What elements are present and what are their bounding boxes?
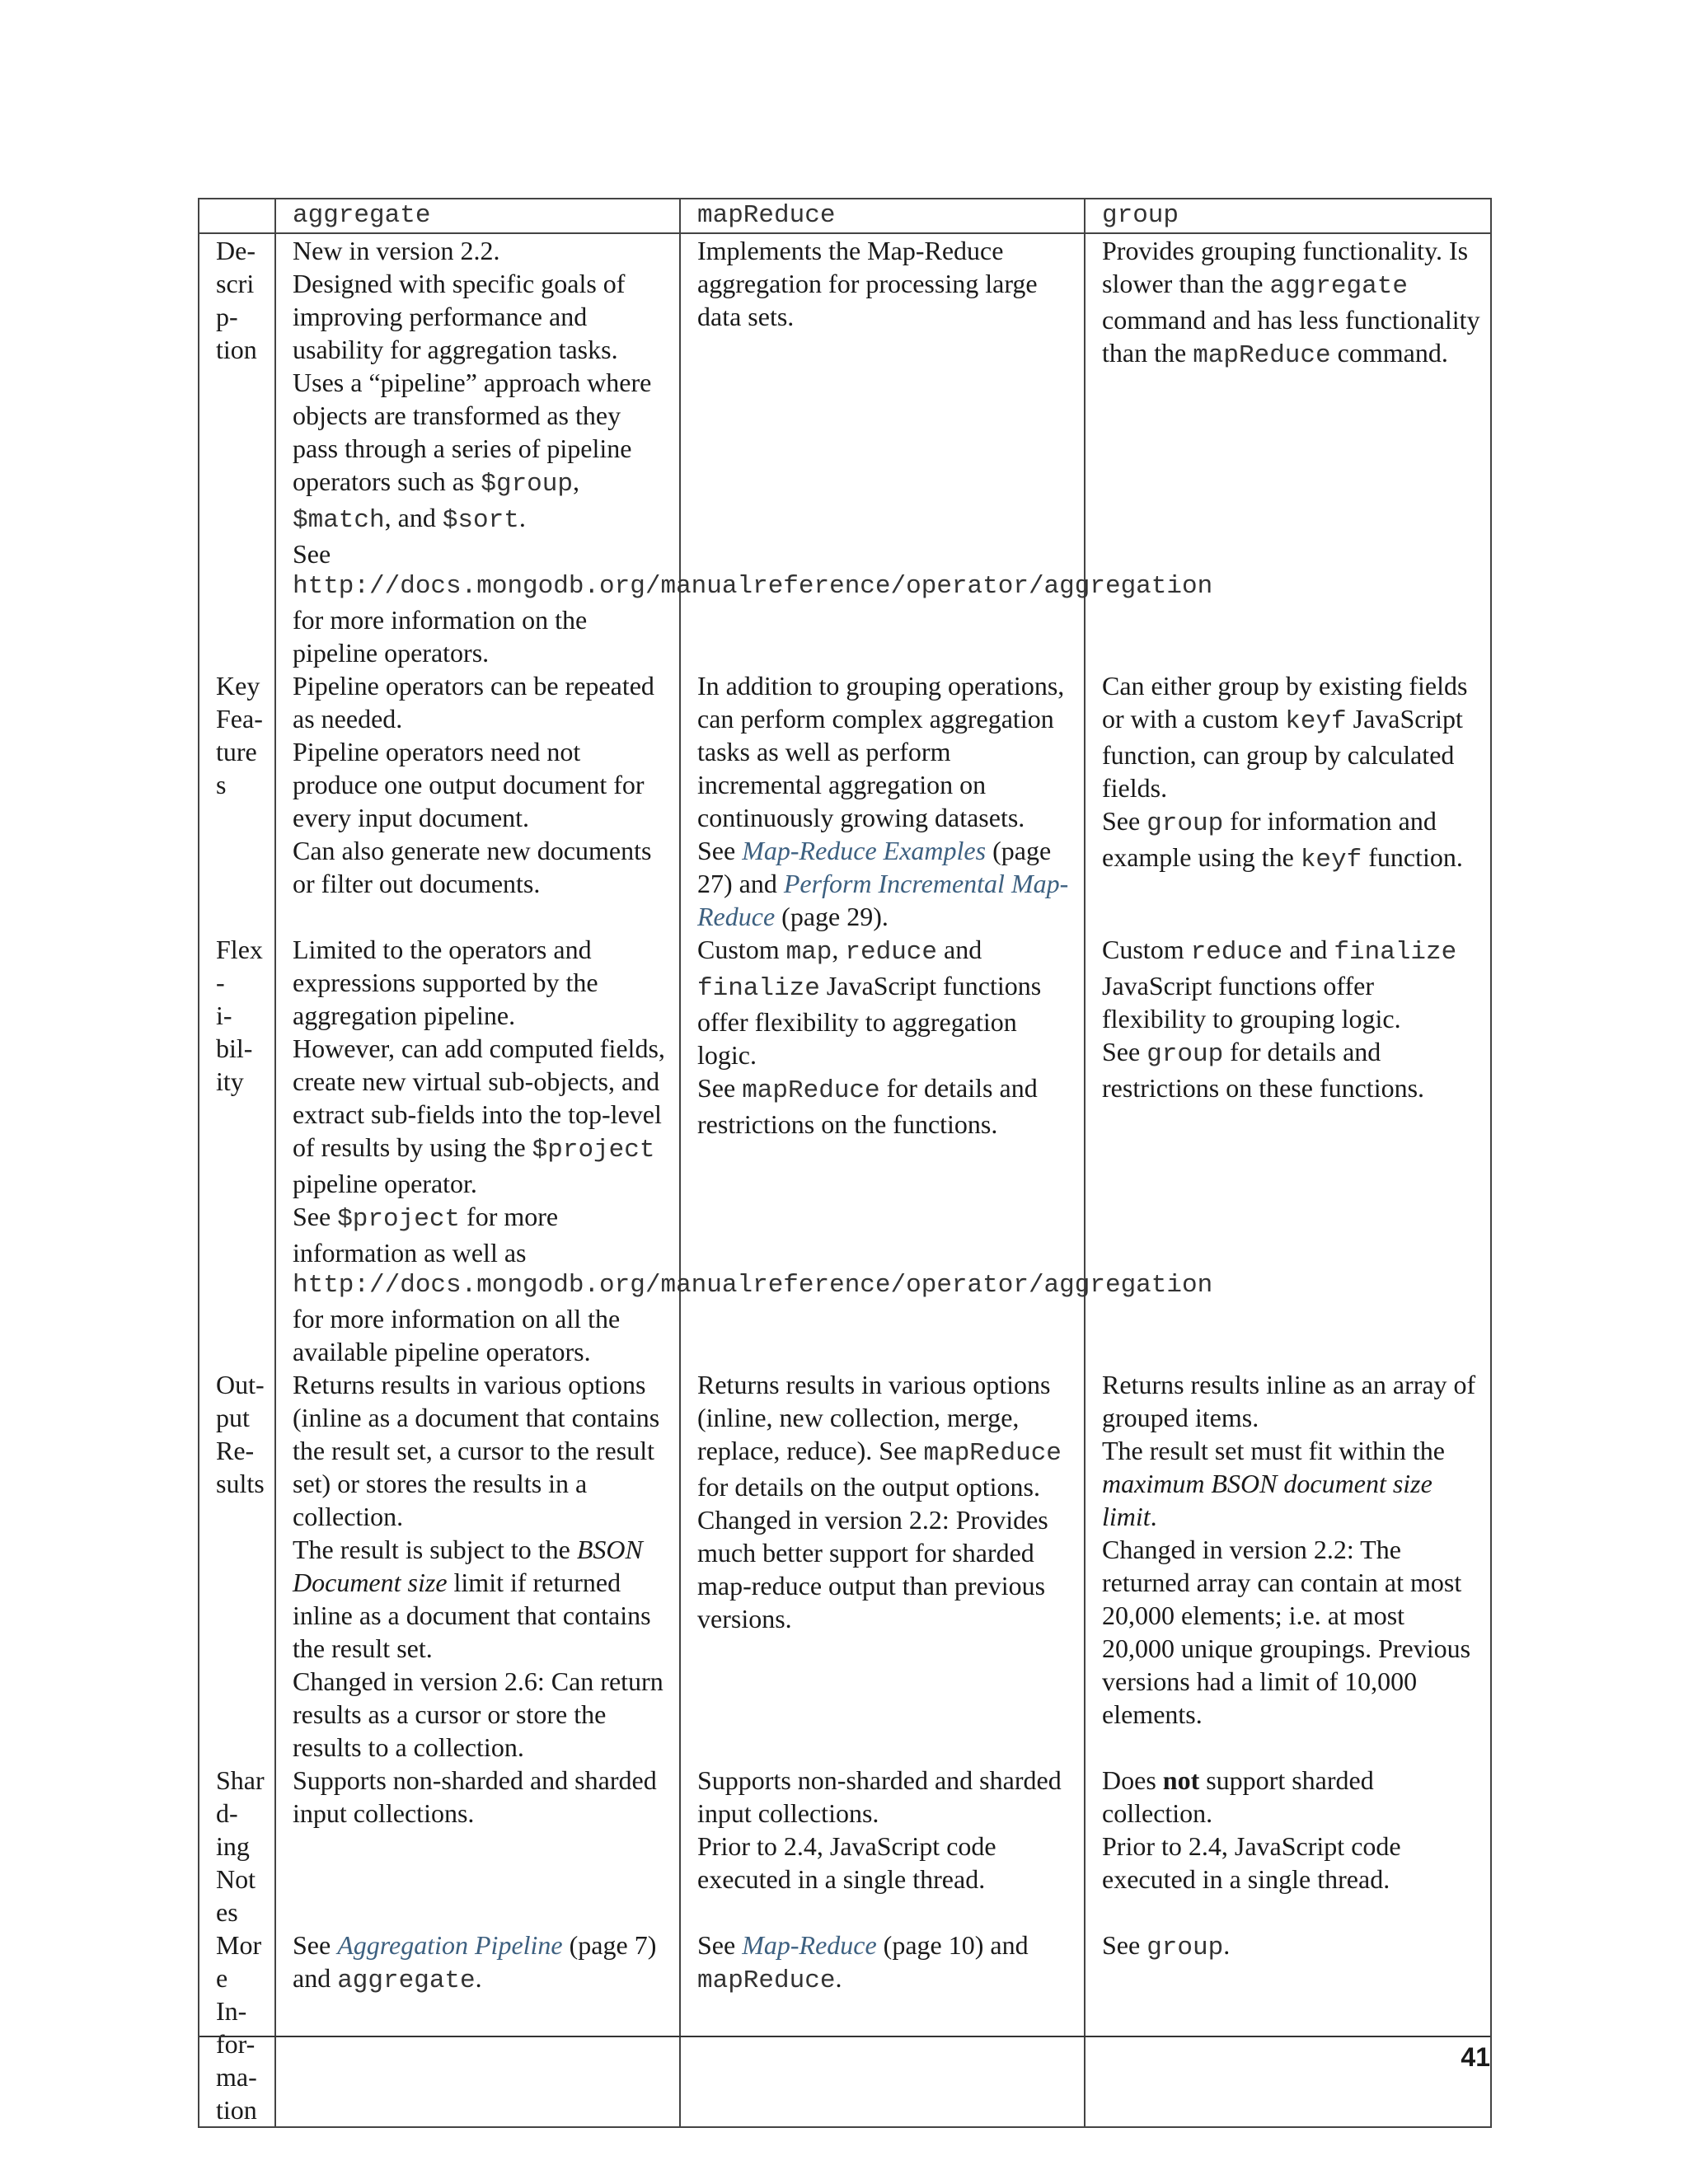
cell-text: See: [293, 539, 331, 569]
cell-text: Can either group by existing fields or with a custom: [1102, 671, 1468, 733]
cell-text: See: [697, 1930, 743, 1960]
cell-text: Custom: [697, 935, 786, 964]
more-info-aggregate-cell: [275, 1929, 680, 2127]
code-finalize: finalize: [697, 974, 820, 1003]
cell-text: .: [835, 1963, 842, 1993]
output-group-cell: [1085, 1368, 1491, 1764]
cell-text: [697, 1368, 1076, 1503]
cell-text: [1102, 669, 1482, 804]
header-mapreduce: mapReduce: [680, 199, 1085, 233]
cell-text: Returns results inline as an array of grouped items.: [1102, 1370, 1476, 1432]
footer-rule: [199, 2036, 1490, 2037]
cell-text: [293, 1032, 671, 1200]
code-group: $group: [481, 470, 573, 499]
flexibility-group-cell: [1085, 933, 1491, 1368]
cell-text: Changed in version 2.2: The returned array can contain at most 20,000 elements; i.e. at most 20,000 unique groupings. Previous versions had a limit of 10,000 elements.: [1102, 1535, 1471, 1729]
cell-text: Pipeline operators need not produce one output document for every input document.: [293, 737, 645, 832]
row-label-more-information: More In- for- ma- tion: [199, 1929, 275, 2127]
link-perform-incremental-map-reduce[interactable]: Perform Incremental Map-Reduce: [697, 869, 1069, 931]
cell-text: for details and restrictions on these functions.: [1102, 1037, 1425, 1103]
sharding-group-cell: [1085, 1764, 1491, 1929]
cell-text: Changed in version 2.6: Can return results as a cursor or store the results to a collection.: [293, 1666, 663, 1762]
code-map: map: [785, 938, 832, 967]
table-row: [199, 1368, 1491, 1764]
row-label-sharding-notes: Shard- ing Notes: [199, 1764, 275, 1929]
cell-text: (page 27) and: [697, 836, 1052, 898]
cell-text: [1102, 1929, 1482, 1965]
cell-text: and: [1282, 935, 1334, 964]
cell-text: [293, 366, 671, 537]
cell-text: Returns results in various options (inline, new collection, merge, replace, reduce). See: [697, 1370, 1051, 1465]
code-match: $match: [293, 506, 385, 535]
header-group: group: [1085, 199, 1491, 233]
sharding-aggregate-cell: [275, 1764, 680, 1929]
description-group-cell: [1085, 233, 1491, 669]
cell-text: .: [1223, 1930, 1231, 1960]
cell-text: [293, 1929, 671, 1998]
cell-text: ,: [573, 466, 579, 496]
cell-text: Implements the Map-Reduce aggregation for processing large data sets.: [697, 236, 1038, 331]
row-label-key-features: Key Fea- tures: [199, 669, 275, 933]
cell-text: Provides grouping functionality. Is slower than the: [1102, 236, 1469, 298]
docs-url: http://docs.mongodb.org/manualreference/operator/aggregation: [293, 572, 1213, 601]
code-project: $project: [532, 1136, 655, 1165]
cell-text: JavaScript function, can group by calculated fields.: [1102, 704, 1463, 803]
cell-text: Custom: [1102, 935, 1191, 964]
cell-text: Prior to 2.4, JavaScript code executed in a single thread.: [697, 1831, 996, 1894]
cell-text: Pipeline operators can be repeated as needed.: [293, 671, 654, 733]
code-keyf: keyf: [1300, 846, 1362, 874]
code-finalize: finalize: [1334, 938, 1457, 967]
cell-text: Designed with specific goals of improving performance and usability for aggregation tasks.: [293, 269, 626, 364]
cell-text: In addition to grouping operations, can perform complex aggregation tasks as well as perform incremental aggregation on continuously growing datasets.: [697, 671, 1065, 832]
cell-text: [293, 1200, 671, 1269]
code-sort: $sort: [442, 506, 519, 535]
cell-text: limit if returned inline as a document that contains the result set.: [293, 1568, 651, 1663]
cell-text: Limited to the operators and expressions supported by the aggregation pipeline.: [293, 935, 598, 1030]
table-row: [199, 933, 1491, 1368]
link-map-reduce-examples[interactable]: Map-Reduce Examples: [742, 836, 987, 865]
cell-text: [697, 933, 1076, 1071]
cell-text: The result is subject to the: [293, 1535, 577, 1564]
cell-text: command and has less functionality than the: [1102, 305, 1480, 368]
cell-text: Supports non-sharded and sharded input collections.: [293, 1765, 657, 1828]
row-label-description: De- scrip- tion: [199, 233, 275, 669]
key-features-group-cell: [1085, 669, 1491, 933]
cell-text: Prior to 2.4, JavaScript code executed in a single thread.: [1102, 1831, 1401, 1894]
code-group: group: [1146, 809, 1224, 838]
cell-text: See: [1102, 806, 1147, 836]
cell-text: JavaScript functions offer flexibility to grouping logic.: [1102, 971, 1401, 1033]
cell-text: not: [1162, 1765, 1200, 1795]
cell-text: [1102, 933, 1482, 1035]
cell-text: However, can add computed fields, create new virtual sub-objects, and extract sub-fields into the top-level of results by using the: [293, 1033, 665, 1162]
cell-text: [293, 1533, 671, 1665]
cell-text: [1102, 1434, 1482, 1533]
code-aggregate: aggregate: [1269, 272, 1408, 301]
cell-text: [1102, 1035, 1482, 1104]
cell-text: maximum BSON document size limit: [1102, 1469, 1432, 1531]
cell-text: (page 7) and: [293, 1930, 657, 1993]
cell-text: [1102, 1764, 1482, 1830]
cell-text: .: [518, 503, 526, 532]
cell-text: for more information on all the available pipeline operators.: [293, 1304, 621, 1366]
cell-text: Changed in version 2.2: Provides much better support for sharded map-reduce output than previous versions.: [697, 1505, 1048, 1633]
header-empty-cell: [199, 199, 275, 233]
cell-text: [697, 1071, 1076, 1141]
more-info-mapreduce-cell: [680, 1929, 1085, 2127]
cell-text: for details and restrictions on the functions.: [697, 1073, 1038, 1139]
key-features-mapreduce-cell: [680, 669, 1085, 933]
row-label-output-results: Out- put Re- sults: [199, 1368, 275, 1764]
table-row: [199, 1929, 1491, 2127]
description-mapreduce-cell: [680, 233, 1085, 669]
sharding-mapreduce-cell: [680, 1764, 1085, 1929]
cell-text: .: [475, 1963, 482, 1993]
more-info-group-cell: [1085, 1929, 1491, 2127]
flexibility-mapreduce-cell: [680, 933, 1085, 1368]
cell-text: , and: [384, 503, 443, 532]
cell-text: BSON Document size: [293, 1535, 643, 1597]
cell-text: [697, 834, 1076, 933]
table-row: [199, 233, 1491, 669]
header-aggregate: aggregate: [275, 199, 680, 233]
cell-text: (page 10) and: [876, 1930, 1029, 1960]
cell-text: pipeline operator.: [293, 1169, 477, 1198]
row-label-flexibility: Flex- i- bil- ity: [199, 933, 275, 1368]
output-aggregate-cell: [275, 1368, 680, 1764]
cell-text: Can also generate new documents or filter out documents.: [293, 836, 652, 898]
cell-text: for information and example using the: [1102, 806, 1437, 872]
code-keyf: keyf: [1285, 707, 1347, 736]
comparison-table: [198, 198, 1492, 2128]
cell-text: See: [293, 1202, 338, 1231]
docs-url: http://docs.mongodb.org/manualreference/operator/aggregation: [293, 1271, 1213, 1300]
cell-text: See: [1102, 1930, 1147, 1960]
cell-text: Uses a “pipeline” approach where objects are transformed as they pass through a series of pipeline operators such as: [293, 368, 652, 496]
cell-text: .: [1150, 1502, 1157, 1531]
cell-text: [697, 1929, 1076, 1998]
cell-text: Supports non-sharded and sharded input collections.: [697, 1765, 1062, 1828]
cell-text: command.: [1330, 338, 1448, 368]
code-mapreduce: mapReduce: [742, 1076, 880, 1105]
code-reduce: reduce: [1190, 938, 1283, 967]
cell-text: JavaScript functions offer flexibility to aggregation logic.: [697, 971, 1042, 1070]
cell-text: for more information on the pipeline operators.: [293, 605, 588, 668]
code-aggregate: aggregate: [337, 1966, 476, 1995]
code-mapreduce: mapReduce: [1193, 341, 1331, 370]
cell-text: function.: [1362, 842, 1463, 872]
cell-text: Does: [1102, 1765, 1163, 1795]
table-row: [199, 669, 1491, 933]
code-project: $project: [337, 1205, 461, 1234]
cell-text: for more information as well as: [293, 1202, 559, 1268]
cell-text: support sharded collection.: [1102, 1765, 1374, 1828]
cell-text: and: [937, 935, 982, 964]
page-number: 41: [1461, 2042, 1490, 2072]
header-row: [199, 199, 1491, 233]
cell-text: The result set must fit within the: [1102, 1436, 1445, 1465]
output-mapreduce-cell: [680, 1368, 1085, 1764]
cell-text: Returns results in various options (inline as a document that contains the result set, a cursor to the result set) or stores the results in a collection.: [293, 1370, 660, 1531]
link-aggregation-pipeline[interactable]: Aggregation Pipeline: [337, 1930, 563, 1960]
cell-text: [1102, 234, 1482, 373]
table-row: [199, 1764, 1491, 1929]
code-reduce: reduce: [845, 938, 938, 967]
link-map-reduce[interactable]: Map-Reduce: [742, 1930, 877, 1960]
cell-text: [1102, 804, 1482, 877]
code-mapreduce: mapReduce: [697, 1966, 836, 1995]
code-group: group: [1146, 1040, 1224, 1069]
cell-text: ,: [832, 935, 846, 964]
code-mapreduce: mapReduce: [923, 1439, 1062, 1468]
code-group: group: [1146, 1933, 1224, 1962]
cell-text: (page 29).: [775, 902, 889, 931]
cell-text: See: [697, 1073, 743, 1103]
cell-text: See: [293, 1930, 338, 1960]
cell-text: New in version 2.2.: [293, 236, 500, 265]
cell-text: See: [1102, 1037, 1147, 1066]
cell-text: See: [697, 836, 743, 865]
cell-text: for details on the output options.: [697, 1472, 1040, 1502]
key-features-aggregate-cell: [275, 669, 680, 933]
